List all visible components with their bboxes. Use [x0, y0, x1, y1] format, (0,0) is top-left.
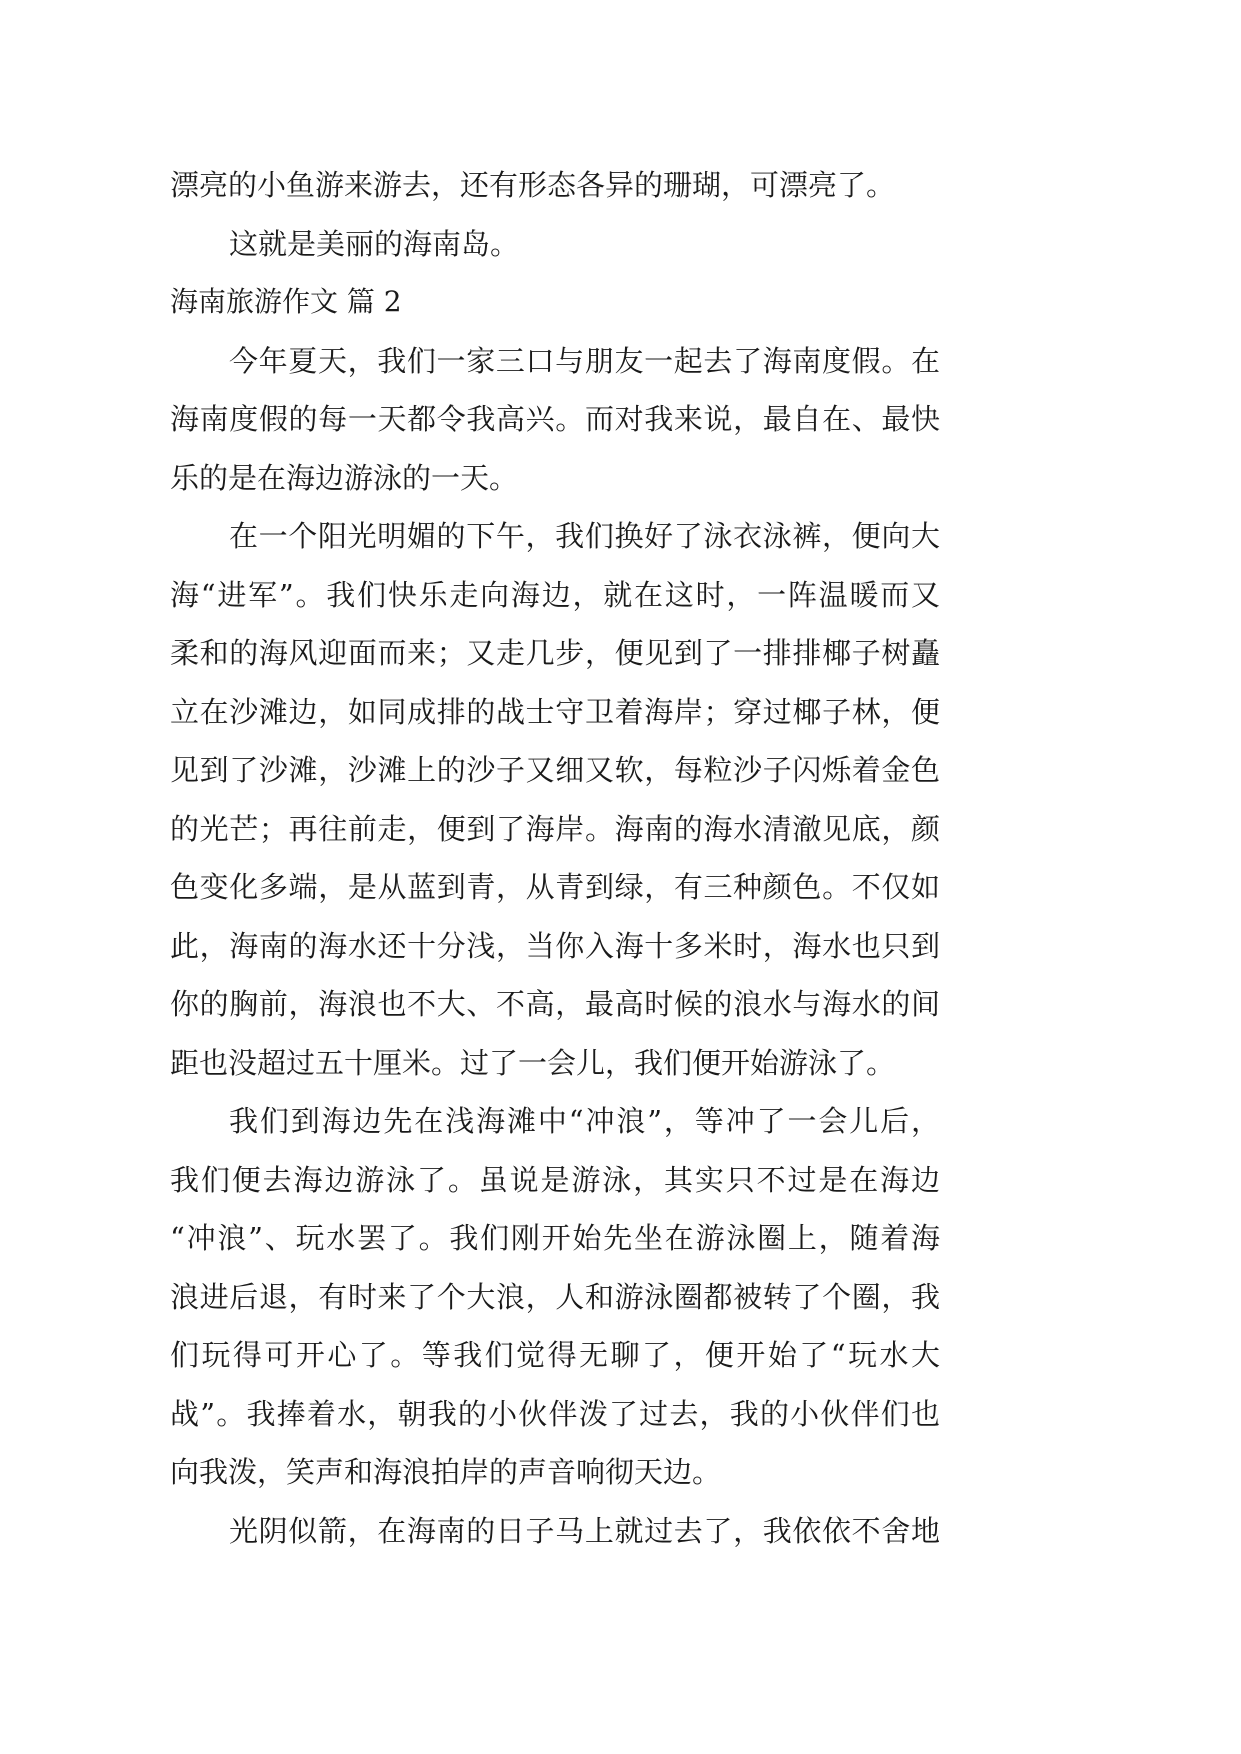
paragraph-line: 立在沙滩边，如同成排的战士守卫着海岸；穿过椰子林，便	[170, 694, 940, 729]
paragraph-line: “冲浪”、玩水罢了。我们刚开始先坐在游泳圈上，随着海	[170, 1221, 940, 1255]
paragraph-line: 们玩得可开心了。等我们觉得无聊了，便开始了“玩水大	[170, 1338, 940, 1372]
paragraph-line: 此，海南的海水还十分浅，当你入海十多米时，海水也只到	[170, 928, 940, 963]
paragraph-line: 的光芒；再往前走，便到了海岸。海南的海水清澈见底，颜	[170, 811, 940, 846]
paragraph-line: 色变化多端，是从蓝到青，从青到绿，有三种颜色。不仅如	[170, 870, 940, 904]
paragraph-line: 乐的是在海边游泳的一天。	[170, 460, 519, 495]
section-heading: 海南旅游作文 篇 2	[170, 285, 402, 318]
paragraph-line: 柔和的海风迎面而来；又走几步，便见到了一排排椰子树矗	[170, 636, 940, 670]
paragraph-line: 光阴似箭，在海南的日子马上就过去了，我依依不舍地	[229, 1513, 940, 1548]
paragraph-line: 这就是美丽的海南岛。	[229, 226, 520, 261]
paragraph-line: 今年夏天，我们一家三口与朋友一起去了海南度假。在	[229, 343, 940, 378]
paragraph-line: 你的胸前，海浪也不大、不高，最高时候的浪水与海水的间	[170, 987, 940, 1021]
paragraph-line: 漂亮的小鱼游来游去，还有形态各异的珊瑚，可漂亮了。	[170, 168, 896, 202]
paragraph-line: 见到了沙滩，沙滩上的沙子又细又软，每粒沙子闪烁着金色	[170, 753, 940, 787]
paragraph-line: 向我泼，笑声和海浪拍岸的声音响彻天边。	[170, 1455, 722, 1489]
document-page	[170, 156, 940, 1560]
paragraph-line: 战”。我捧着水，朝我的小伙伴泼了过去，我的小伙伴们也	[170, 1396, 940, 1431]
paragraph-line: 我们便去海边游泳了。虽说是游泳，其实只不过是在海边	[170, 1162, 940, 1197]
paragraph-line: 我们到海边先在浅海滩中“冲浪”，等冲了一会儿后，	[229, 1104, 940, 1138]
paragraph-line: 在一个阳光明媚的下午，我们换好了泳衣泳裤，便向大	[229, 519, 940, 553]
paragraph-line: 距也没超过五十厘米。过了一会儿，我们便开始游泳了。	[170, 1045, 896, 1080]
paragraph-line: 海“进军”。我们快乐走向海边，就在这时，一阵温暖而又	[170, 577, 940, 612]
paragraph-line: 浪进后退，有时来了个大浪，人和游泳圈都被转了个圈，我	[170, 1279, 940, 1314]
paragraph-line: 海南度假的每一天都令我高兴。而对我来说，最自在、最快	[170, 402, 940, 436]
